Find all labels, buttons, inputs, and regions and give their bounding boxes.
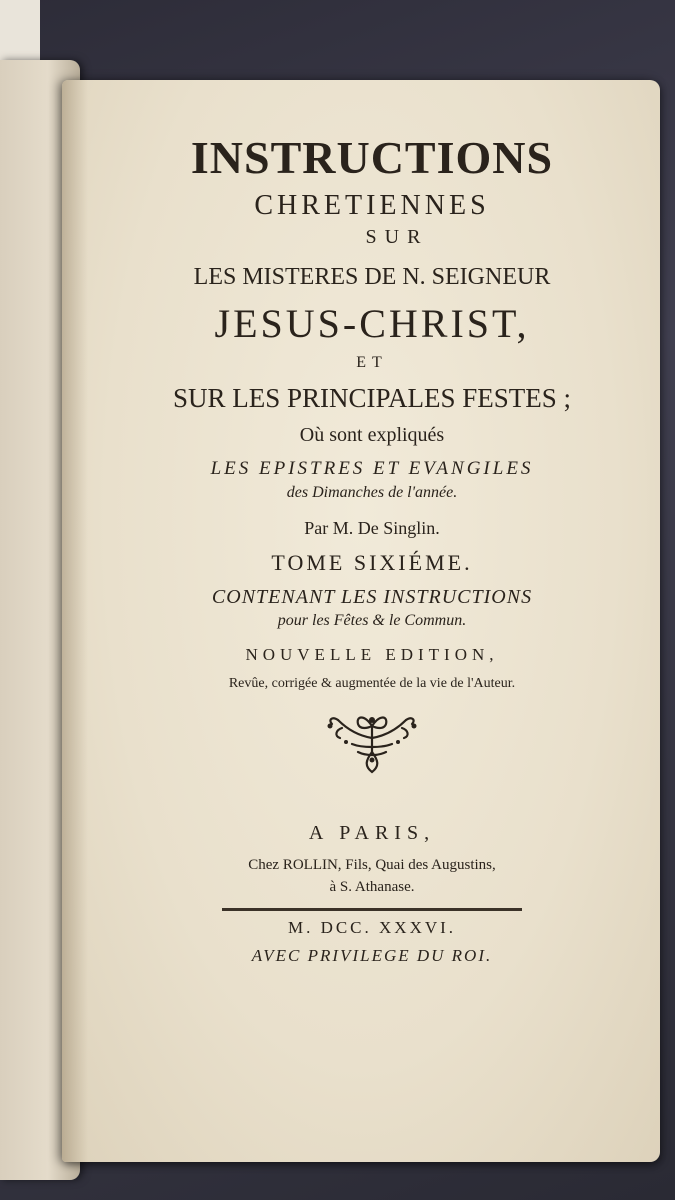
edition-note-line: Revûe, corrigée & augmentée de la vie de l'Auteur. — [228, 676, 516, 691]
title-line-5: JESUS-CHRIST, — [214, 301, 530, 346]
author-line: Par M. De Singlin. — [304, 518, 440, 538]
title-line-1: INSTRUCTIONS — [190, 132, 554, 183]
imprint-publisher-line-1: Chez ROLLIN, Fils, Quai des Augustins, — [248, 857, 496, 873]
imprint-date: M. DCC. XXXVI. — [287, 918, 457, 937]
imprint-publisher-line-2: à S. Athanase. — [329, 879, 415, 895]
contents-line-2: pour les Fêtes & le Commun. — [277, 612, 467, 629]
subtitle-line-1: Où sont expliqués — [299, 424, 445, 446]
title-line-7: SUR LES PRINCIPALES FESTES ; — [172, 383, 572, 413]
volume-line: TOME SIXIÉME. — [271, 550, 473, 575]
left-page-corner — [0, 0, 40, 60]
title-line-6: ET — [356, 354, 388, 371]
subtitle-line-3: des Dimanches de l'année. — [286, 484, 458, 501]
page-gutter — [62, 80, 88, 1162]
imprint-rule — [222, 908, 522, 911]
fleuron-ornament-icon — [312, 708, 432, 778]
title-line-4: LES MISTERES DE N. SEIGNEUR — [193, 264, 551, 290]
contents-line-1: CONTENANT LES INSTRUCTIONS — [211, 586, 533, 608]
subtitle-line-2: LES EPISTRES ET EVANGILES — [210, 458, 534, 479]
title-line-2: CHRETIENNES — [254, 190, 490, 221]
imprint-privilege: AVEC PRIVILEGE DU ROI. — [251, 946, 493, 965]
title-line-3: SUR — [365, 226, 429, 248]
edition-line: NOUVELLE EDITION, — [245, 645, 499, 664]
imprint-city: A PARIS, — [308, 822, 436, 844]
title-page — [62, 80, 660, 1162]
title-page-content — [92, 130, 652, 969]
